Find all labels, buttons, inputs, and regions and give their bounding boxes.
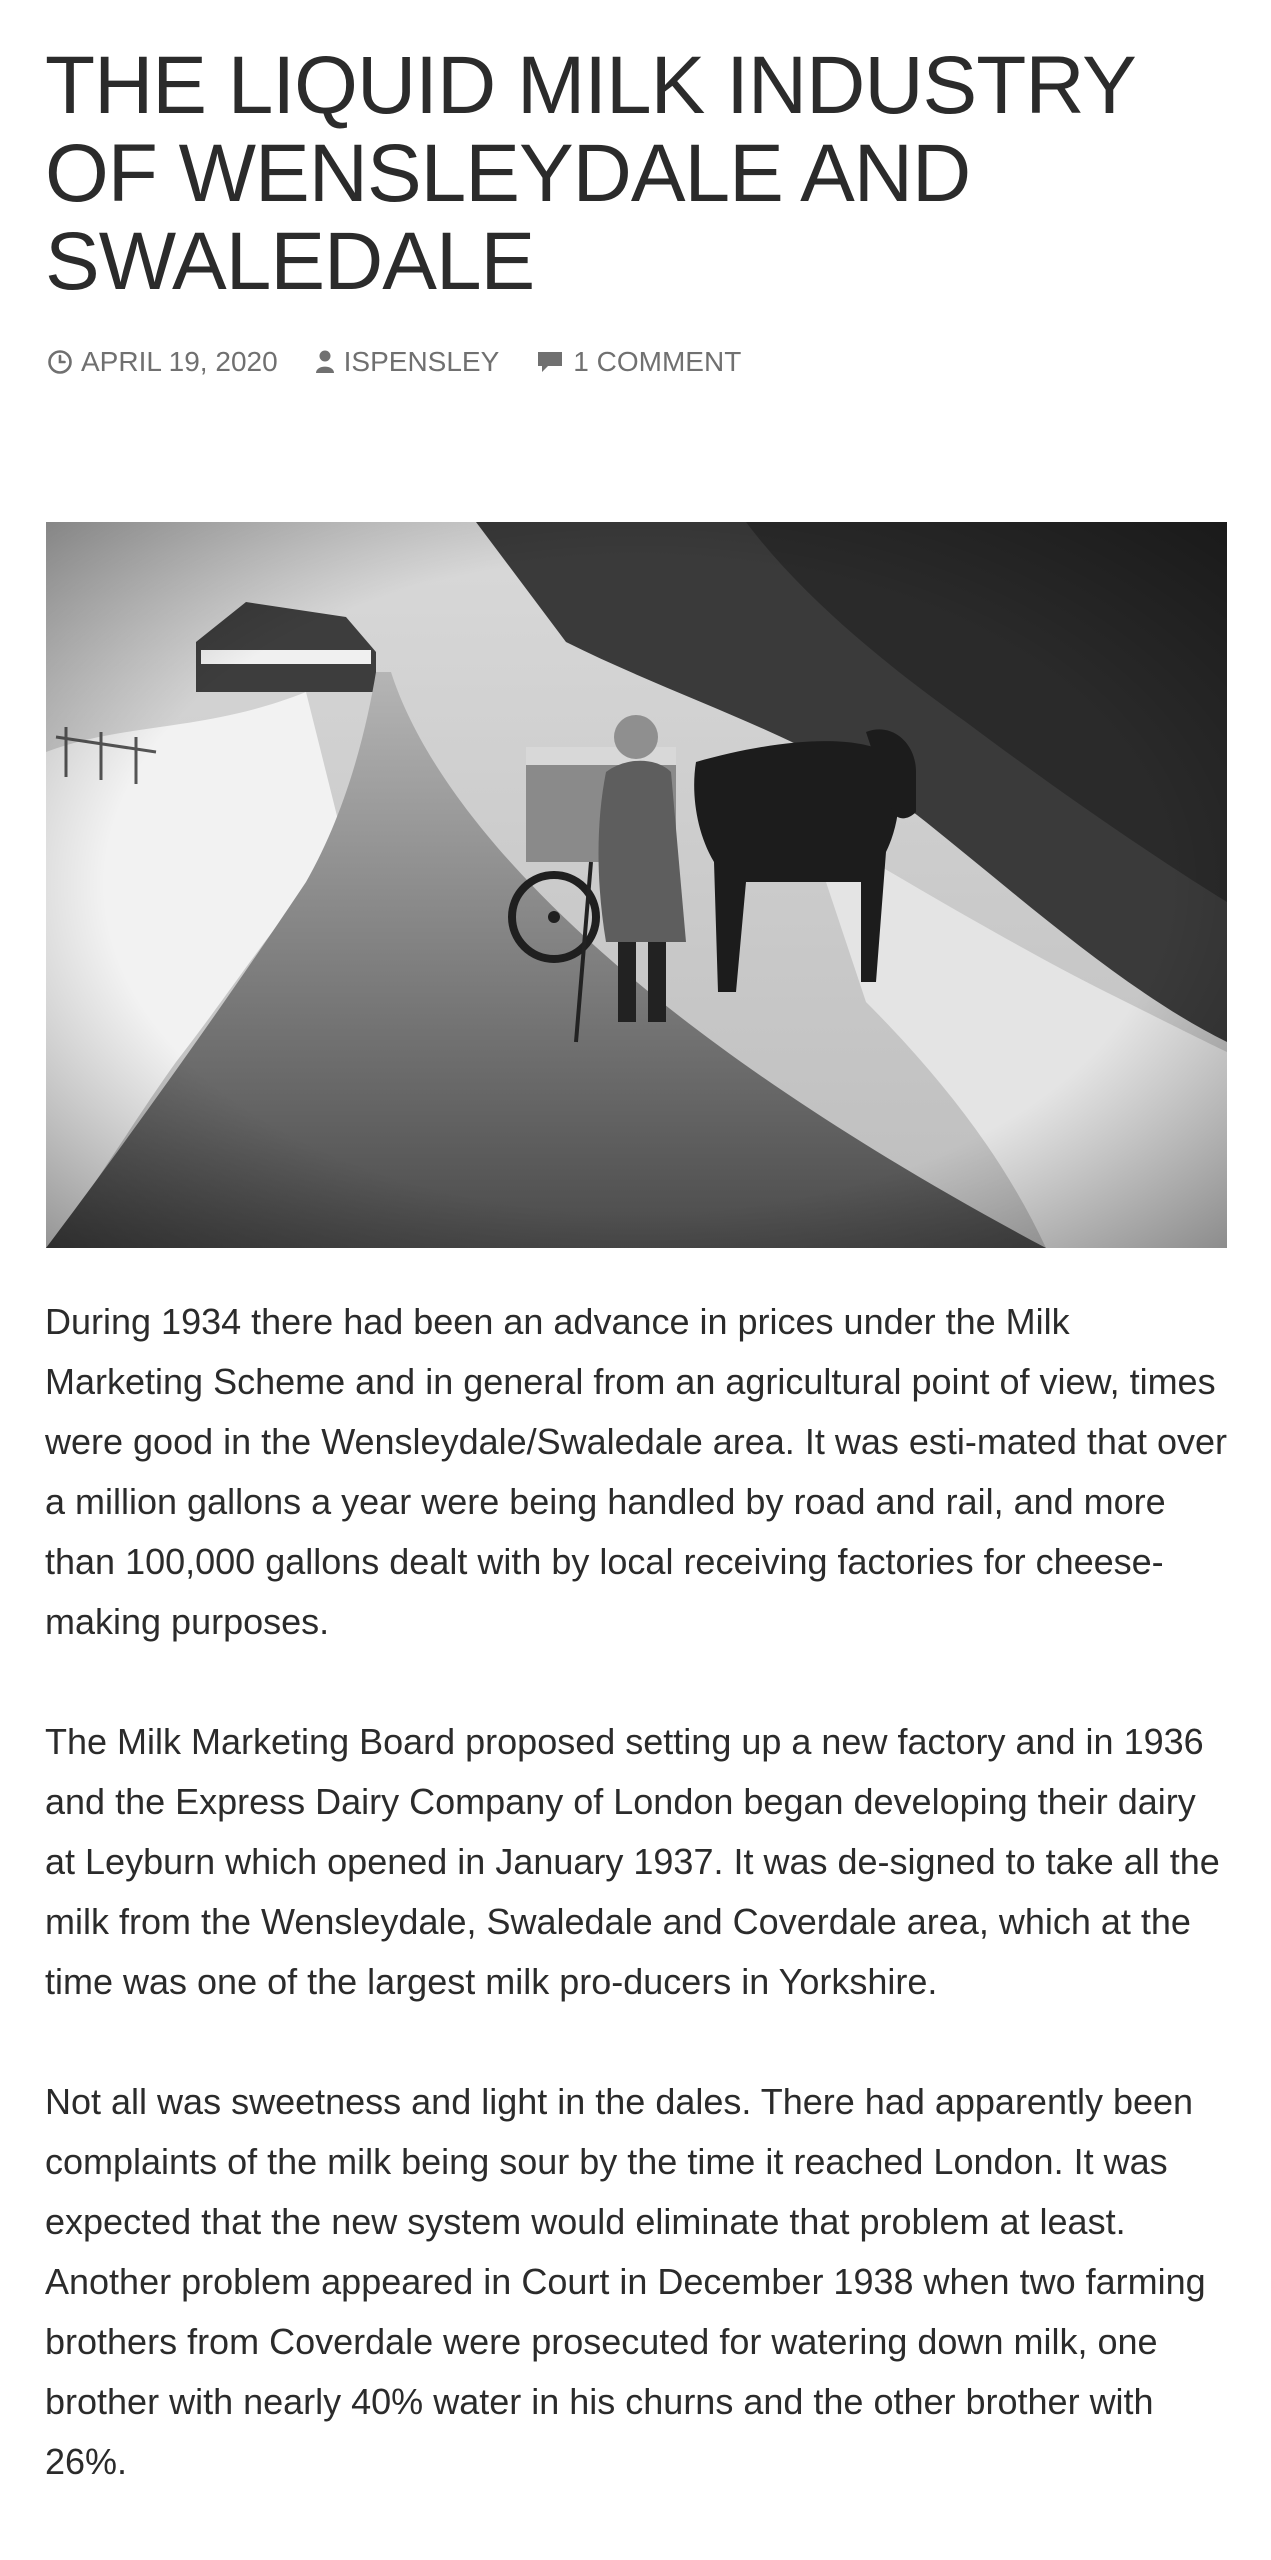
entry-meta	[47, 342, 777, 382]
entry-comments[interactable]	[535, 346, 741, 378]
entry-author[interactable]	[314, 346, 500, 378]
paragraph: Not all was sweetness and light in the dales. There had apparently been complaints of the milk being sour by the time it reached London. It was expected that the new system would eliminate that problem at least. Another problem appeared in Court in December 1938 when two farming brothers from Coverdale were prosecuted for watering down milk, one brother with nearly 40% water in his churns and the other brother with 26%.	[45, 2081, 1206, 2482]
clock-icon	[47, 349, 73, 375]
paragraph: During 1934 there had been an advance in prices under the Milk Marketing Scheme and in general from an agricultural point of view, times were good in the Wensleydale/Swaledale area. It was esti-mated that over a million gallons a year were being handled by road and rail, and more than 100,000 gallons dealt with by local receiving factories for cheese-making purposes.	[45, 1301, 1227, 1642]
paragraph: The Milk Marketing Board proposed setting up a new factory and in 1936 and the Express Dairy Company of London began developing their dairy at Leyburn which opened in January 1937. It was de-signed to take all the milk from the Wensleydale, Swaledale and Coverdale area, which at the time was one of the largest milk pro-ducers in Yorkshire.	[45, 1721, 1220, 2002]
entry-comments-link[interactable]: 1 COMMENT	[573, 346, 742, 377]
article-title: THE LIQUID MILK INDUSTRY OF WENSLEYDALE AND SWALEDALE	[45, 40, 1135, 307]
entry-date[interactable]	[47, 346, 278, 378]
speech-bubble-icon	[535, 349, 565, 375]
article-body	[45, 1292, 1235, 2552]
person-icon	[314, 349, 336, 375]
entry-date-link[interactable]: APRIL 19, 2020	[81, 346, 278, 377]
featured-photo	[46, 522, 1227, 1248]
entry-author-link[interactable]: ISPENSLEY	[343, 346, 500, 377]
snowy-road-horse-cart-photo	[46, 522, 1227, 1248]
